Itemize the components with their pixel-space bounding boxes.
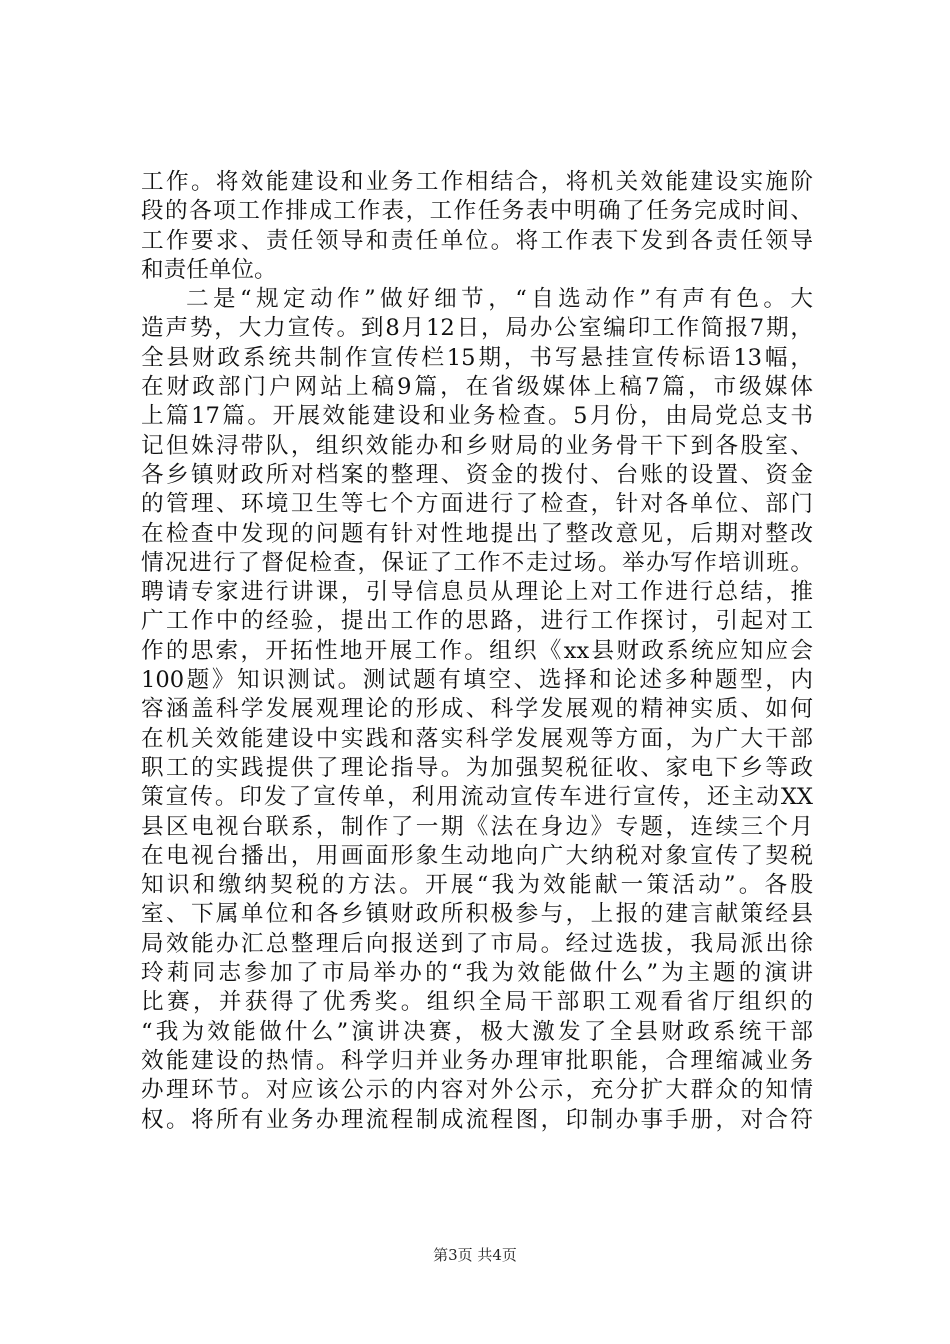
- text-line: 上篇17篇。开展效能建设和业务检查。5月份，由局党总支书: [141, 403, 813, 430]
- text-line: 比赛，并获得了优秀奖。组织全局干部职工观看省厅组织的: [141, 989, 813, 1016]
- text-line: 造声势，大力宣传。到8月12日，局办公室编印工作简报7期，: [141, 315, 813, 342]
- text-line: 工作要求、责任领导和责任单位。将工作表下发到各责任领导: [141, 227, 813, 254]
- text-line: 工作。将效能建设和业务工作相结合，将机关效能建设实施阶: [141, 169, 813, 195]
- text-line: 知识和缴纳契税的方法。开展“我为效能献一策活动”。各股: [141, 872, 813, 899]
- text-line: 各乡镇财政所对档案的整理、资金的拨付、台账的设置、资金: [141, 461, 813, 488]
- text-line: 情况进行了督促检查，保证了工作不走过场。举办写作培训班。: [141, 549, 813, 576]
- text-line: 容涵盖科学发展观理论的形成、科学发展观的精神实质、如何: [141, 696, 813, 723]
- text-line: 策宣传。印发了宣传单，利用流动宣传车进行宣传，还主动XX: [141, 784, 813, 811]
- text-line: 全县财政系统共制作宣传栏15期，书写悬挂宣传标语13幅，: [141, 344, 813, 371]
- text-line: 在电视台播出，用画面形象生动地向广大纳税对象宣传了契税: [141, 842, 813, 869]
- document-body: [141, 168, 813, 1135]
- text-line: 玲莉同志参加了市局举办的“我为效能做什么”为主题的演讲: [141, 960, 813, 987]
- text-line: 作的思索，开拓性地开展工作。组织《xx县财政系统应知应会: [141, 637, 813, 664]
- text-line: 二是“规定动作”做好细节，“自选动作”有声有色。大: [186, 286, 813, 313]
- text-line: 局效能办汇总整理后向报送到了市局。经过选拔，我局派出徐: [141, 930, 813, 957]
- text-line: 段的各项工作排成工作表，工作任务表中明确了任务完成时间、: [141, 198, 813, 225]
- text-line: 在机关效能建设中实践和落实科学发展观等方面，为广大干部: [141, 725, 813, 752]
- text-line: 聘请专家进行讲课，引导信息员从理论上对工作进行总结，推: [141, 579, 813, 606]
- text-line: 记但姝浔带队，组织效能办和乡财局的业务骨干下到各股室、: [141, 432, 813, 459]
- text-line: 广工作中的经验，提出工作的思路，进行工作探讨，引起对工: [141, 608, 813, 635]
- text-line: 县区电视台联系，制作了一期《法在身边》专题，连续三个月: [141, 813, 813, 840]
- text-line: 在财政部门户网站上稿9篇，在省级媒体上稿7篇，市级媒体: [141, 374, 813, 401]
- text-line: 100题》知识测试。测试题有填空、选择和论述多种题型，内: [141, 667, 813, 694]
- text-line: 在检查中发现的问题有针对性地提出了整改意见，后期对整改: [141, 520, 813, 547]
- text-line: 效能建设的热情。科学归并业务办理审批职能，合理缩减业务: [141, 1047, 813, 1074]
- page-footer: 第3页 共4页: [433, 1246, 517, 1264]
- text-line: “我为效能做什么”演讲决赛，极大激发了全县财政系统干部: [141, 1018, 813, 1045]
- text-line: 室、下属单位和各乡镇财政所积极参与，上报的建言献策经县: [141, 901, 813, 928]
- text-line: 职工的实践提供了理论指导。为加强契税征收、家电下乡等政: [141, 754, 813, 781]
- text-line: 和责任单位。: [141, 256, 277, 283]
- text-line: 的管理、环境卫生等七个方面进行了检查，针对各单位、部门: [141, 491, 813, 518]
- text-line: 办理环节。对应该公示的内容对外公示，充分扩大群众的知情: [141, 1077, 813, 1104]
- text-line: 权。将所有业务办理流程制成流程图，印制办事手册，对合符: [141, 1106, 813, 1133]
